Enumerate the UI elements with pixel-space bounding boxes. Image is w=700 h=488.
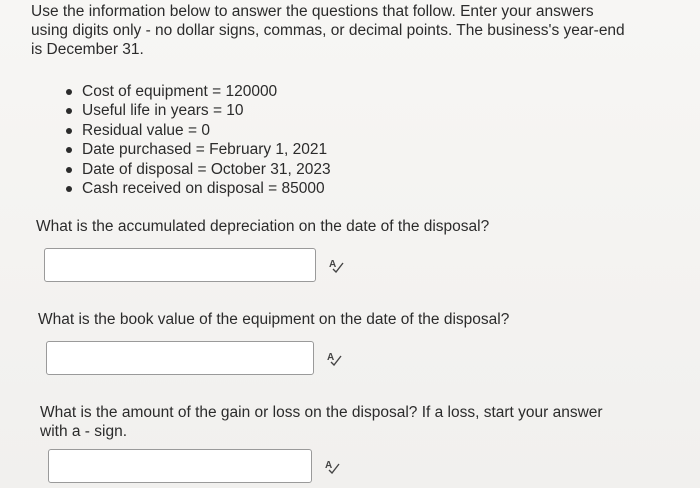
given-facts-list xyxy=(62,82,331,198)
spell-check-icon[interactable] xyxy=(326,350,342,366)
svg-text:A: A xyxy=(327,352,335,363)
fact-residual-value: Residual value = 0 xyxy=(62,121,331,140)
question-text-line-1: What is the amount of the gain or loss on the disposal? If a loss, start your answer xyxy=(40,404,603,421)
fact-useful-life: Useful life in years = 10 xyxy=(62,101,331,120)
accumulated-depreciation-input[interactable] xyxy=(44,248,316,282)
fact-cash-received: Cash received on disposal = 85000 xyxy=(62,179,331,198)
instructions-line-3: is December 31. xyxy=(31,41,144,58)
answer-row-2 xyxy=(46,341,342,375)
question-text-line-2: with a - sign. xyxy=(40,423,128,440)
fact-date-of-disposal: Date of disposal = October 31, 2023 xyxy=(62,160,331,179)
question-text: What is the book value of the equipment on the date of the disposal? xyxy=(38,311,510,328)
answer-row-3 xyxy=(48,449,340,483)
instructions xyxy=(31,2,671,59)
question-book-value xyxy=(38,310,509,329)
gain-or-loss-input[interactable] xyxy=(48,449,312,483)
fact-cost-of-equipment: Cost of equipment = 120000 xyxy=(62,82,331,101)
instructions-line-2: using digits only - no dollar signs, commas, or decimal points. The business's year-end xyxy=(31,22,625,39)
fact-date-purchased: Date purchased = February 1, 2021 xyxy=(62,140,331,159)
answer-row-1 xyxy=(44,248,344,282)
spell-check-icon[interactable] xyxy=(324,458,340,474)
instructions-line-1: Use the information below to answer the questions that follow. Enter your answers xyxy=(31,3,594,20)
question-accumulated-depreciation xyxy=(36,217,489,236)
book-value-input[interactable] xyxy=(46,341,314,375)
question-gain-or-loss xyxy=(40,403,640,441)
spell-check-icon[interactable] xyxy=(328,257,344,273)
question-text: What is the accumulated depreciation on the date of the disposal? xyxy=(36,218,490,235)
svg-text:A: A xyxy=(325,460,333,471)
svg-text:A: A xyxy=(329,259,337,270)
